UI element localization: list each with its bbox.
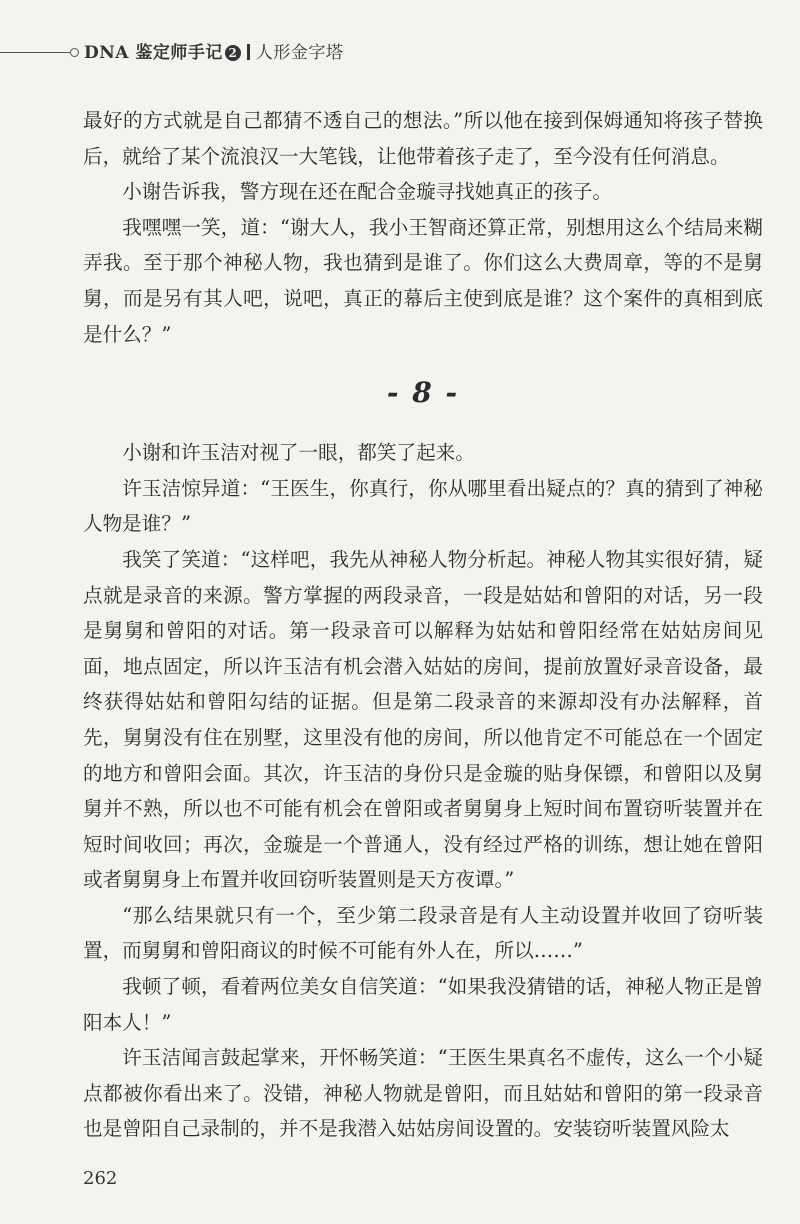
header-circle-icon xyxy=(70,48,79,57)
paragraph: 许玉洁惊异道：“王医生，你真行，你从哪里看出疑点的？真的猜到了神秘人物是谁？” xyxy=(83,476,763,536)
page-body xyxy=(83,103,763,1147)
header-separator xyxy=(247,44,250,60)
paragraph: 我嘿嘿一笑，道：“谢大人，我小王智商还算正常，别想用这么个结局来糊弄我。至于那个神秘人物，我也猜到是谁了。你们这么大费周章，等的不是舅舅，而是另有其人吧，说吧，真正的幕后主使到底是谁？这个案件的真相到底是什么？” xyxy=(83,215,763,346)
paragraph: 小谢和许玉洁对视了一眼，都笑了起来。 xyxy=(122,441,475,465)
book-title: DNA 鉴定师手记 xyxy=(84,43,223,63)
paragraph: 最好的方式就是自己都猜不透自己的想法。”所以他在接到保姆通知将孩子替换后，就给了某个流浪汉一大笔钱，让他带着孩子走了，至今没有任何消息。 xyxy=(83,109,763,168)
paragraph: 我笑了笑道：“这样吧，我先从神秘人物分析起。神秘人物其实很好猜，疑点就是录音的来源。警方掌握的两段录音，一段是姑姑和曾阳的对话，另一段是舅舅和曾阳的对话。第一段录音可以解释为姑姑和曾阳经常在姑姑房间见面，地点固定，所以许玉洁有机会潜入姑姑的房间，提前放置好录音设备，最终获得姑姑和曾阳勾结的证据。但是第二段录音的来源却没有办法解释，首先，舅舅没有住在别墅，这里没有他的房间，所以他肯定不可能总在一个固定的地方和曾阳会面。其次，许玉洁的身份只是金璇的贴身保镖，和曾阳以及舅舅并不熟，所以也不可能有机会在曾阳或者舅舅身上短时间布置窃听装置并在短时间收回；再次，金璇是一个普通人，没有经过严格的训练，想让她在曾阳或者舅舅身上布置并收回窃听装置则是天方夜谭。” xyxy=(83,547,763,892)
section-heading: - 8 - xyxy=(386,376,460,410)
paragraph: 我顿了顿，看着两位美女自信笑道：“如果我没猜错的话，神秘人物正是曾阳本人！” xyxy=(83,975,763,1034)
paragraph: “那么结果就只有一个，至少第二段录音是有人主动设置并收回了窃听装置，而舅舅和曾阳商议的时候不可能有外人在，所以……” xyxy=(83,903,763,963)
header-text xyxy=(84,38,343,63)
paragraph: 小谢告诉我，警方现在还在配合金璇寻找她真正的孩子。 xyxy=(122,180,613,204)
paragraph: 许玉洁闻言鼓起掌来，开怀畅笑道：“王医生果真名不虚传，这么一个小疑点都被你看出来了。没错，神秘人物就是曾阳，而且姑姑和曾阳的第一段录音也是曾阳自己录制的，并不是我潜入姑姑房间设置的。安装窃听装置风险太 xyxy=(83,1046,763,1141)
header-rule xyxy=(0,52,70,53)
book-subtitle: 人形金字塔 xyxy=(255,43,344,63)
running-header xyxy=(0,38,800,68)
volume-badge: 2 xyxy=(225,45,241,61)
page-number: 262 xyxy=(83,1168,118,1189)
